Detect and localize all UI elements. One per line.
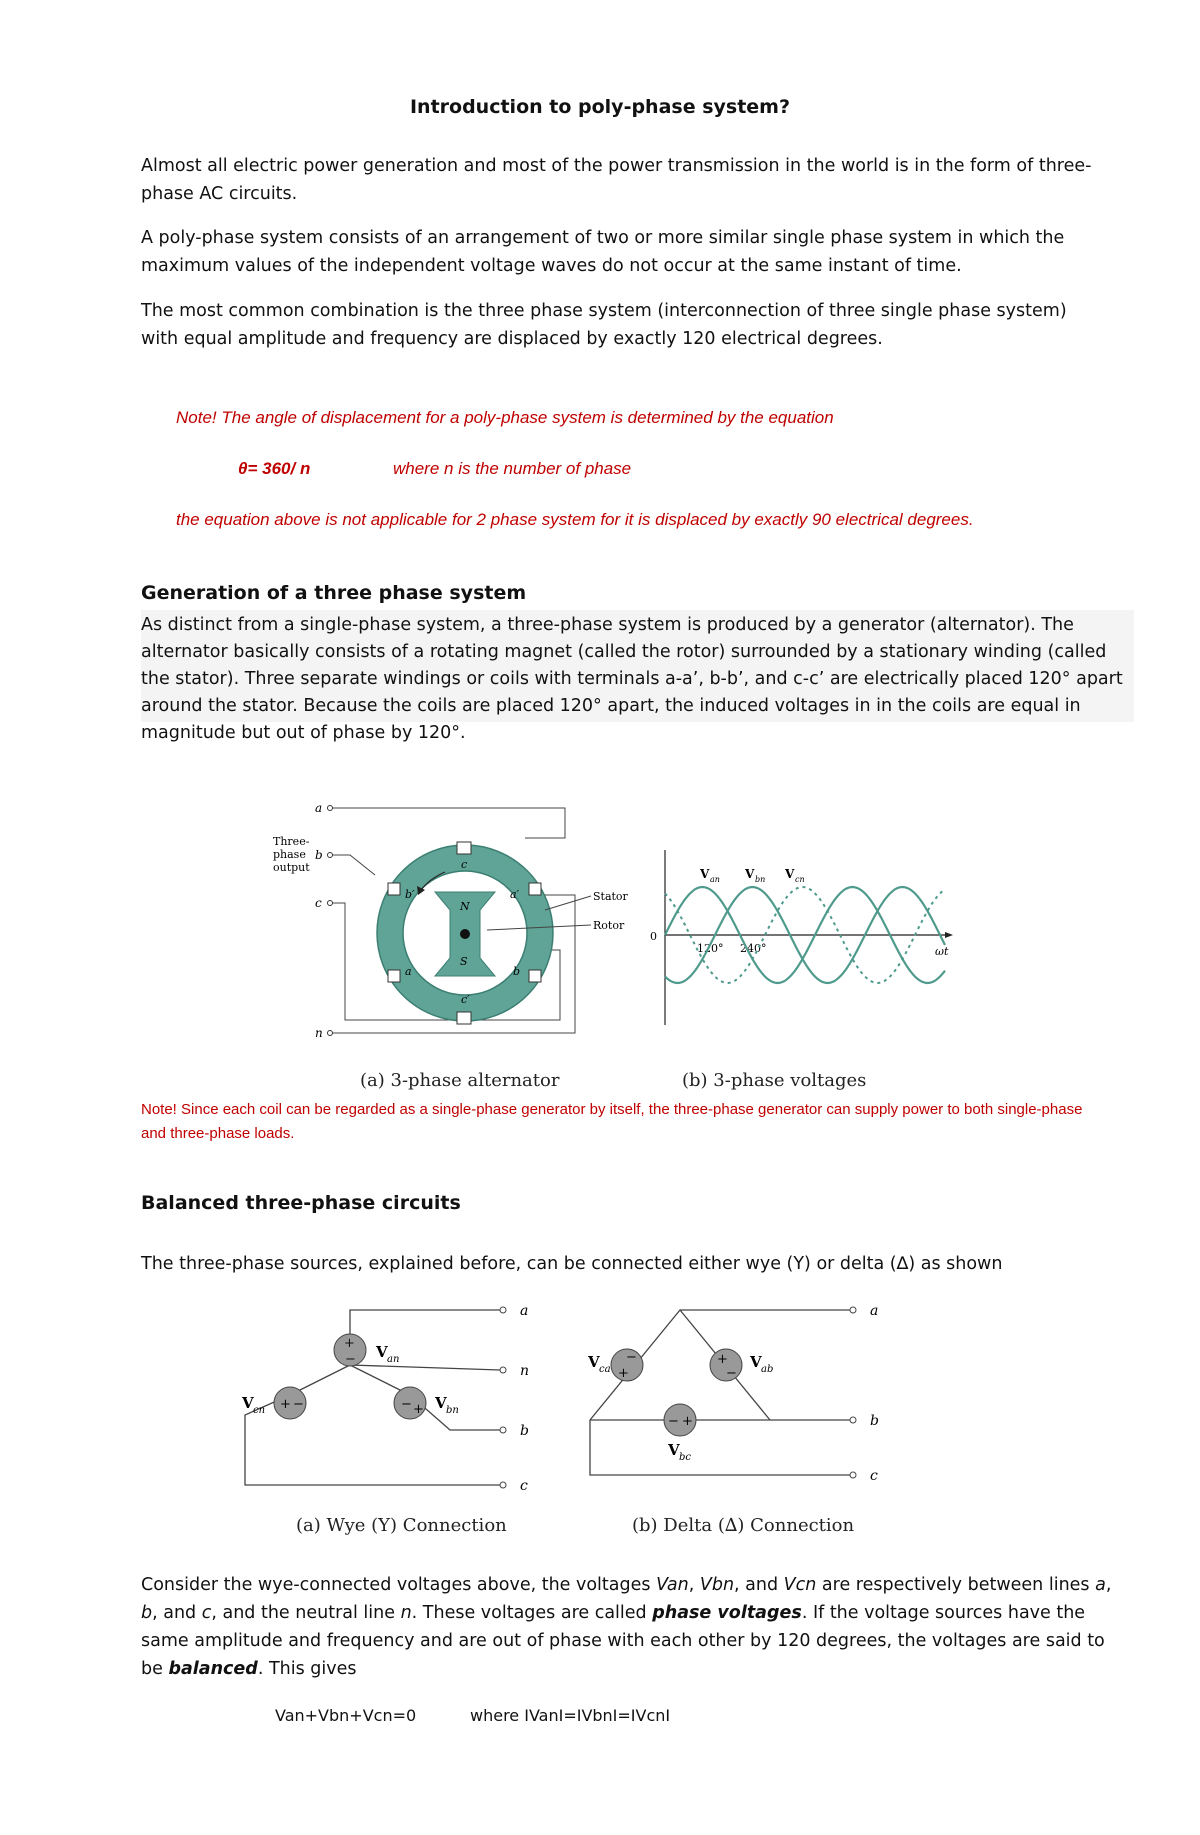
terminal-b-label: b bbox=[315, 848, 323, 862]
svg-text:V: V bbox=[668, 1441, 680, 1459]
figure1-caption-b: (b) 3-phase voltages bbox=[682, 1070, 867, 1091]
connection-figure bbox=[230, 1295, 930, 1495]
svg-text:ca: ca bbox=[599, 1364, 611, 1375]
wye-connection bbox=[241, 1303, 529, 1494]
voltage-waveforms bbox=[650, 850, 953, 1025]
svg-text:c′: c′ bbox=[461, 993, 470, 1006]
svg-text:V: V bbox=[588, 1353, 600, 1371]
three-phase-label-2: phase bbox=[273, 848, 306, 861]
svg-text:a: a bbox=[405, 965, 412, 978]
sum-equation: Van+Vbn+Vcn=0 bbox=[275, 1706, 417, 1725]
note2: Note! Since each coil can be regarded as a single-phase generator by itself, the three-phase generator can supply power to both single-phase and three-phase loads. bbox=[141, 1101, 1083, 1142]
note1-where: where n is the number of phase bbox=[393, 459, 632, 478]
svg-text:V: V bbox=[242, 1394, 254, 1412]
svg-text:+: + bbox=[682, 1414, 693, 1429]
terminal-n-label: n bbox=[315, 1026, 323, 1040]
svg-text:cn: cn bbox=[795, 875, 805, 884]
svg-text:+: + bbox=[280, 1397, 291, 1412]
svg-text:−: − bbox=[626, 1350, 637, 1365]
rotor-s-label: S bbox=[460, 955, 468, 968]
intro-paragraph-1: Almost all electric power generation and most of the power transmission in the world is in the form of three-phase AC circuits. bbox=[141, 156, 1092, 204]
svg-text:−: − bbox=[293, 1397, 304, 1412]
svg-text:+: + bbox=[618, 1366, 629, 1381]
svg-text:c: c bbox=[520, 1478, 528, 1494]
svg-text:+: + bbox=[413, 1402, 424, 1417]
svg-text:bc: bc bbox=[679, 1452, 692, 1463]
delta-connection bbox=[587, 1303, 879, 1484]
svg-text:0: 0 bbox=[650, 930, 657, 943]
svg-text:V: V bbox=[700, 867, 710, 881]
svg-text:b: b bbox=[513, 965, 521, 978]
intro-paragraph-3: The most common combination is the three phase system (interconnection of three single phase system) with equal amplitude and frequency are displaced by exactly 120 electrical degrees. bbox=[141, 301, 1067, 349]
svg-text:−: − bbox=[726, 1366, 737, 1381]
svg-text:an: an bbox=[387, 1354, 400, 1365]
svg-text:bn: bn bbox=[755, 875, 766, 884]
svg-text:V: V bbox=[435, 1394, 447, 1412]
note1-line3: the equation above is not applicable for 2 phase system for it is displaced by exactly 90 electrical degrees. bbox=[176, 510, 974, 529]
svg-text:n: n bbox=[520, 1363, 530, 1379]
svg-text:c: c bbox=[870, 1468, 878, 1484]
svg-text:a: a bbox=[870, 1303, 879, 1319]
three-phase-label-1: Three- bbox=[273, 835, 310, 848]
svg-text:an: an bbox=[710, 875, 720, 884]
svg-text:ab: ab bbox=[761, 1364, 774, 1375]
note1-line1: Note! The angle of displacement for a poly-phase system is determined by the equation bbox=[176, 408, 834, 427]
balanced-heading: Balanced three-phase circuits bbox=[141, 1192, 461, 1214]
rotor-label: Rotor bbox=[593, 919, 625, 932]
alternator-figure bbox=[255, 800, 975, 1070]
closing-paragraph: Consider the wye-connected voltages above, the voltages Van, Vbn, and Vcn are respectively between lines a, b, and c, and the neutral line n. These voltages are called phase voltages. If the voltage sources have the same amplitude and frequency and are out of phase with each other by 120 degrees, the voltages are said to be balanced. This gives bbox=[141, 1575, 1112, 1679]
svg-text:+: + bbox=[717, 1352, 728, 1367]
generation-heading: Generation of a three phase system bbox=[141, 582, 527, 604]
svg-text:−: − bbox=[401, 1397, 412, 1412]
svg-text:V: V bbox=[785, 867, 795, 881]
terminal-c-label: c bbox=[315, 896, 322, 910]
svg-text:240°: 240° bbox=[740, 942, 767, 955]
svg-text:120°: 120° bbox=[697, 942, 724, 955]
stator-label: Stator bbox=[593, 890, 628, 903]
figure1-caption-a: (a) 3-phase alternator bbox=[360, 1070, 560, 1091]
intro-paragraph-2: A poly-phase system consists of an arrangement of two or more similar single phase system in which the maximum values of the independent voltage waves do not occur at the same instant of time. bbox=[141, 228, 1065, 276]
three-phase-label-3: output bbox=[273, 861, 310, 874]
svg-text:ωt: ωt bbox=[935, 945, 949, 958]
page-title: Introduction to poly-phase system? bbox=[409, 96, 791, 118]
figure2-caption-a: (a) Wye (Y) Connection bbox=[296, 1515, 507, 1536]
balanced-intro: The three-phase sources, explained before, can be connected either wye (Y) or delta (∆) as shown bbox=[141, 1254, 1003, 1274]
svg-text:V: V bbox=[376, 1343, 388, 1361]
alternator-diagram bbox=[273, 801, 629, 1040]
svg-text:b: b bbox=[870, 1413, 879, 1429]
note1-equation: θ= 360/ n bbox=[238, 459, 311, 478]
terminal-a-label: a bbox=[315, 801, 323, 815]
magnitude-equation: where IVanI=IVbnI=IVcnI bbox=[470, 1706, 671, 1725]
generation-text: As distinct from a single-phase system, a three-phase system is produced by a generator (alternator). The alternator basically consists of a rotating magnet (called the rotor) surrounded by a stationary winding (called the stator). Three separate windings or coils with terminals a-a’, b-b’, and c-c’ are electrically placed 120° apart around the stator. Because the coils are placed 120° apart, the induced voltages in in the coils are equal in magnitude but out of phase by 120°. bbox=[141, 615, 1123, 743]
svg-text:b: b bbox=[520, 1423, 529, 1439]
svg-text:cn: cn bbox=[253, 1405, 266, 1416]
svg-text:+: + bbox=[344, 1336, 355, 1351]
svg-text:−: − bbox=[345, 1352, 356, 1367]
svg-text:a′: a′ bbox=[510, 888, 520, 901]
svg-text:a: a bbox=[520, 1303, 529, 1319]
figure2-caption-b: (b) Delta (∆) Connection bbox=[632, 1515, 855, 1536]
svg-text:V: V bbox=[750, 1353, 762, 1371]
svg-text:b′: b′ bbox=[405, 888, 415, 901]
svg-text:−: − bbox=[668, 1414, 679, 1429]
svg-text:bn: bn bbox=[446, 1405, 459, 1416]
svg-text:V: V bbox=[745, 867, 755, 881]
rotor-n-label: N bbox=[460, 900, 470, 913]
svg-text:c: c bbox=[461, 858, 468, 871]
